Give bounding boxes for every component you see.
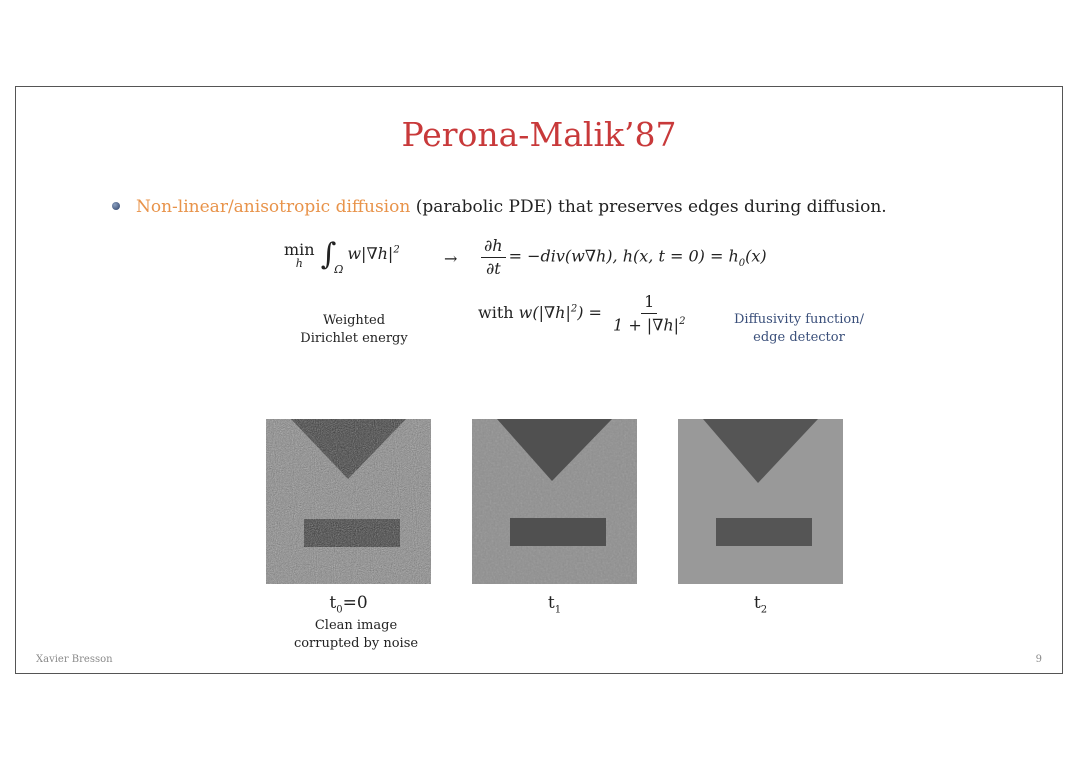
time-derivative: $\frac{\partial h}{\partial t}$ [481,237,506,277]
diffusivity-fraction: $\frac{1}{1 + |\nabla h|^2}$ [613,292,686,334]
time-label-t2: $t_2$ [753,593,768,616]
slide [15,86,1063,674]
integral-sign: ∫ [320,237,337,272]
h0-subscript: 0 [738,257,746,269]
bullet-text: (parabolic PDE) that preserves edges during diffusion. [410,197,887,217]
integrand-power: 2 [393,244,400,256]
bullet-dot-icon [112,202,120,210]
page-number: 9 [1035,654,1042,665]
noisy-image-panel [266,419,431,584]
diffused-image-t2-panel [678,419,843,584]
bullet-item [112,197,887,217]
min-operator: min h [284,239,315,270]
time-label-t1: $t_1$ [547,593,562,616]
time-label-t0: $t_0=0$ [329,593,368,616]
diffused-image-t2 [678,419,843,584]
bullet-highlight: Non-linear/anisotropic diffusion [136,197,411,217]
energy-caption: Weighted Dirichlet energy [300,313,408,346]
energy-equation [284,237,400,276]
h0-argument: (x) [745,246,767,266]
integrand: w|∇h| [347,244,394,263]
w-lhs: w(|∇h| [518,302,571,322]
diffusivity-caption: Diffusivity function/ edge detector [733,312,865,345]
arrow: → [444,249,458,268]
integral-domain: Ω [334,263,344,276]
diffusivity-equation: with $w(|\nabla h|^2)$ = $\frac{1}{1 + |\nabla h|^2}$ [478,293,691,334]
diffused-image-t1 [472,419,637,584]
noisy-image [266,419,431,584]
pde-equation [478,237,767,277]
slide-title: Perona-Malik’87 [401,115,677,154]
with-text: with [478,302,514,322]
pde-rhs: = −div(w∇h), h(x, t = 0) = h [508,246,739,266]
footer-author: Xavier Bresson [36,654,113,665]
noisy-image-caption: Clean image corrupted by noise [293,618,419,651]
diffused-image-t1-panel [472,419,637,584]
